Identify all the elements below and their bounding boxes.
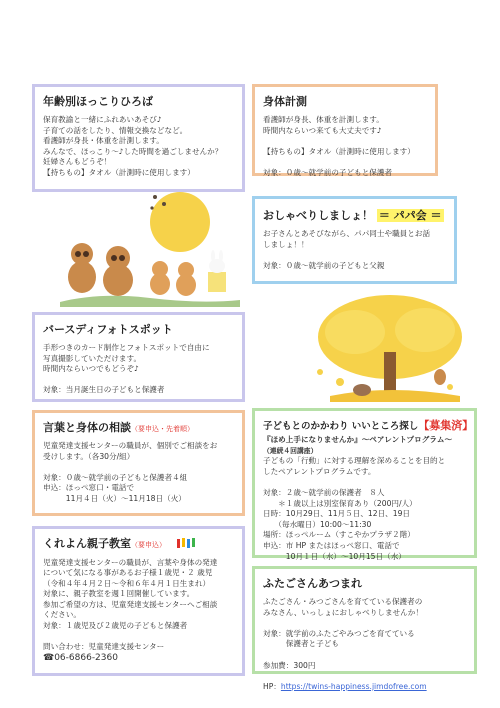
crayon-icon (176, 537, 200, 552)
kureyon-tag: （要申込） (131, 541, 166, 549)
kotoba-title: 言葉と身体の相談 (43, 421, 131, 434)
papa-highlight: ＝ パパ会 ＝ (378, 209, 442, 222)
kotoba-title-line (43, 419, 234, 435)
tanuki-icon (68, 243, 96, 293)
kureyon-title: くれよん親子教室 (43, 537, 131, 550)
futago-hp-label: HP： (263, 681, 281, 691)
moon-icon (150, 192, 210, 252)
kotoba-tag: （要申込・先着順） (131, 425, 194, 433)
birthday-box (32, 312, 245, 402)
papa-title: おしゃべりしましょ！ (263, 209, 373, 222)
kakawari-title-line (263, 417, 474, 433)
hokkori-title: 年齢別ほっこりひろば (43, 95, 153, 108)
kakawari-subtitle: 『ほめ上手になりませんか』～ペアレントプログラム～ (263, 435, 453, 444)
kureyon-box (32, 526, 245, 676)
papa-box (252, 196, 457, 284)
shintai-body: 看護師が身長、体重を計測します。 時間内ならいつ来ても大丈夫です♪ 【持ちもの】タオル（計測時に使用します） 対象：０歳～就学前の子どもと保護者 (263, 115, 415, 177)
shintai-box (252, 84, 438, 176)
moon-tanuki-illustration (60, 192, 240, 307)
hokkori-body: 保育教諭と一緒にふれあいあそび♪ 子育ての話をしたり、情報交換などなど。 看護師が身長・体重を計測します。 みんなで、ほっこり～♪した時間を過ごしませんか？ 妊婦さんもどうぞ！ 【持ちもの】タオル（計測時に使用します） (43, 115, 223, 177)
papa-body: お子さんとあそびながら、パパ同士や職員とお話 しましょ！！ 対象：０歳～就学前の子どもと父親 (263, 229, 431, 270)
futago-title: ふたごさんあつまれ (263, 577, 362, 590)
kakawari-body: 子どもの「行動」に対する理解を深めることを目的と したペアレントプログラムです。 対象：２歳～就学前の保護者 ８人 ＊１歳以上は別室保育あり（200円/人） 日時：10月29日、11月５日、12日、19日 （毎水曜日）10:00～11:30 場所：ほっぺルーム（すこやかプラザ２階） 申込：市 HP またはほっぺ窓口、電話で 10月１日（水）～10月15日（水） (263, 456, 446, 561)
kotoba-box (32, 410, 245, 516)
tree-trunk-icon (384, 352, 396, 392)
kakawari-box (252, 408, 477, 561)
kakawari-title: 子どもとのかかわり いいところ探し (263, 421, 419, 432)
ginkgo-tree-illustration (300, 292, 470, 402)
kakawari-status: 【募集済】 (418, 419, 474, 432)
futago-hp-line (263, 671, 466, 692)
kureyon-phone: ☎06-6866-2360 (43, 652, 118, 663)
futago-hp-link[interactable]: https://twins-happiness.jimdofree.com (280, 681, 427, 691)
kotoba-body: 児童発達支援センターの職員が、個別でご相談をお 受けします。（各30分/組） 対象：０歳～就学前の子どもと保護者４組 申込：ほっぺ窓口・電話で 11月４日（火）～11月18日（火） (43, 441, 218, 503)
papa-title-line (263, 207, 446, 223)
futago-box (252, 566, 477, 691)
hokkori-box (32, 84, 245, 192)
kureyon-body: 児童発達支援センターの職員が、言葉や身体の発達 について気になる事があるお子様１歳児・２ 歳児 （令和４年４月２日～令和６年４月１日生まれ） 対象に、親子教室を週１回開催しています。 参加ご希望の方は、児童発達支援センターへご相談 ください。 対象：１歳児及び２歳児の子どもと保護者 問い合わせ：児童発達支援センター (43, 557, 218, 652)
futago-body: ふたごさん・みつごさんを育てている保護者の みなさん、いっしょにおしゃべりしませんか！ 対象：就学前のふたごやみつごを育てている 保護者と子ども 参加費：300円 (263, 597, 423, 670)
shintai-title: 身体計測 (263, 95, 307, 108)
kureyon-title-line (43, 535, 234, 552)
birthday-title: バースディフォトスポット (43, 323, 173, 336)
birthday-body: 手形つきのカード制作とフォトスポットで自由に 写真撮影していただけます。 時間内ならいつでもどうぞ♪ 対象：当月誕生日の子どもと保護者 (43, 343, 210, 395)
kakawari-series: （連続４回講座） (263, 446, 318, 455)
